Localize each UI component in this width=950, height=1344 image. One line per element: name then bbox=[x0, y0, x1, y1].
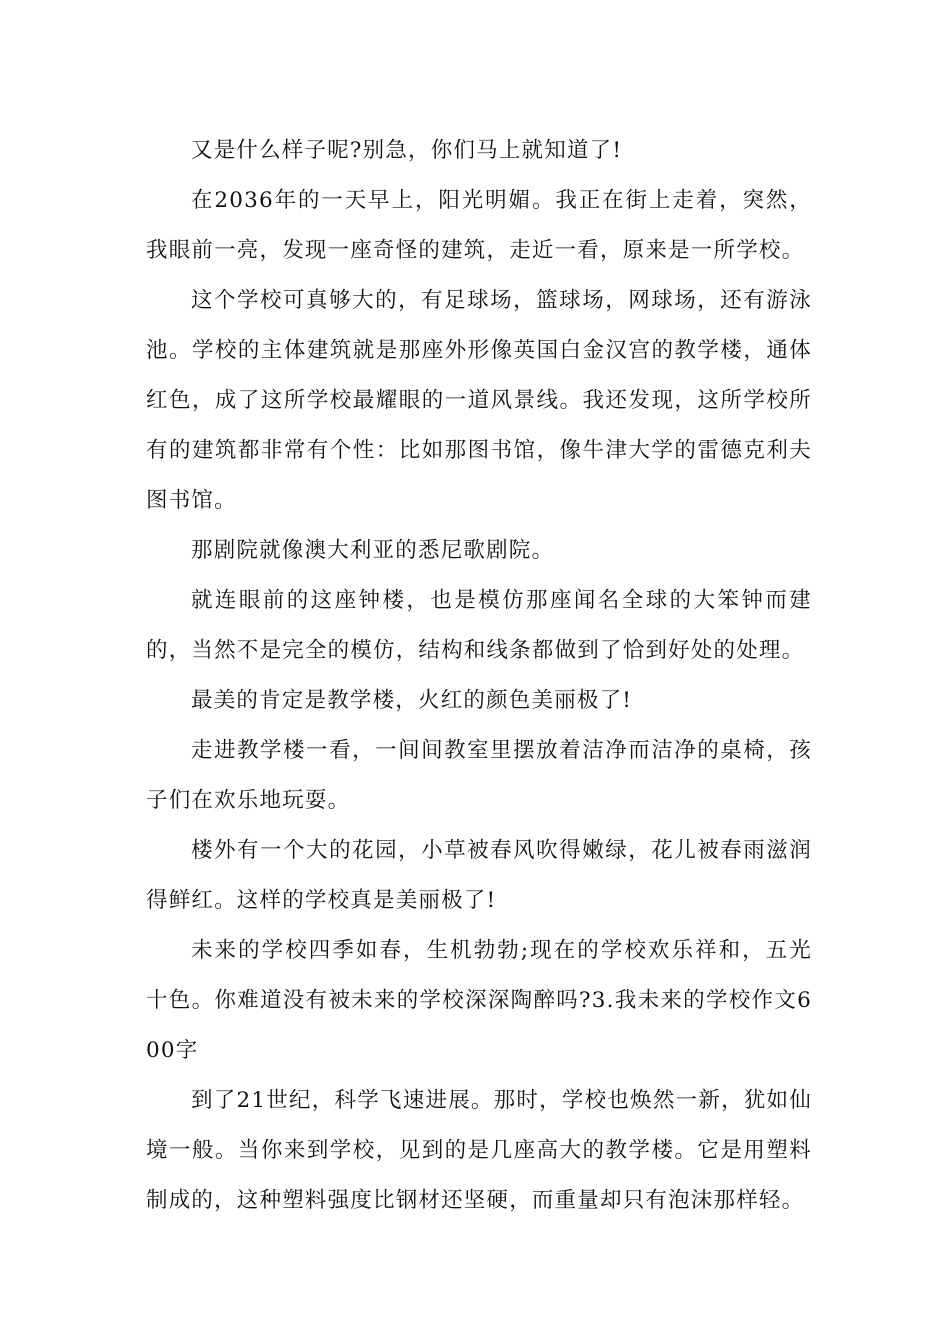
paragraph: 就连眼前的这座钟楼，也是模仿那座闻名全球的大笨钟而建的，当然不是完全的模仿，结构和线条都做到了恰到好处的处理。 bbox=[146, 588, 812, 663]
paragraph: 到了21世纪，科学飞速进展。那时，学校也焕然一新，犹如仙境一般。当你来到学校，见到的是几座高大的教学楼。它是用塑料制成的，这种塑料强度比钢材还坚硬，而重量却只有泡沫那样轻。 bbox=[146, 1088, 812, 1213]
paragraph: 走进教学楼一看，一间间教室里摆放着洁净而洁净的桌椅，孩子们在欢乐地玩耍。 bbox=[146, 738, 812, 813]
paragraph: 那剧院就像澳大利亚的悉尼歌剧院。 bbox=[191, 538, 555, 563]
paragraph: 未来的学校四季如春，生机勃勃;现在的学校欢乐祥和，五光十色。你难道没有被未来的学校深深陶醉吗?3.我未来的学校作文600字 bbox=[146, 938, 812, 1063]
paragraph: 楼外有一个大的花园，小草被春风吹得嫩绿，花儿被春雨滋润得鲜红。这样的学校真是美丽极了! bbox=[146, 838, 812, 913]
paragraph: 在2036年的一天早上，阳光明媚。我正在街上走着，突然，我眼前一亮，发现一座奇怪的建筑，走近一看，原来是一所学校。 bbox=[146, 188, 812, 263]
paragraph: 最美的肯定是教学楼，火红的颜色美丽极了! bbox=[191, 688, 633, 713]
document-body bbox=[146, 126, 812, 1226]
paragraph: 这个学校可真够大的，有足球场，篮球场，网球场，还有游泳池。学校的主体建筑就是那座外形像英国白金汉宫的教学楼，通体红色，成了这所学校最耀眼的一道风景线。我还发现，这所学校所有的建筑都非常有个性：比如那图书馆，像牛津大学的雷德克利夫图书馆。 bbox=[146, 288, 812, 513]
paragraph: 又是什么样子呢?别急，你们马上就知道了! bbox=[191, 138, 623, 163]
